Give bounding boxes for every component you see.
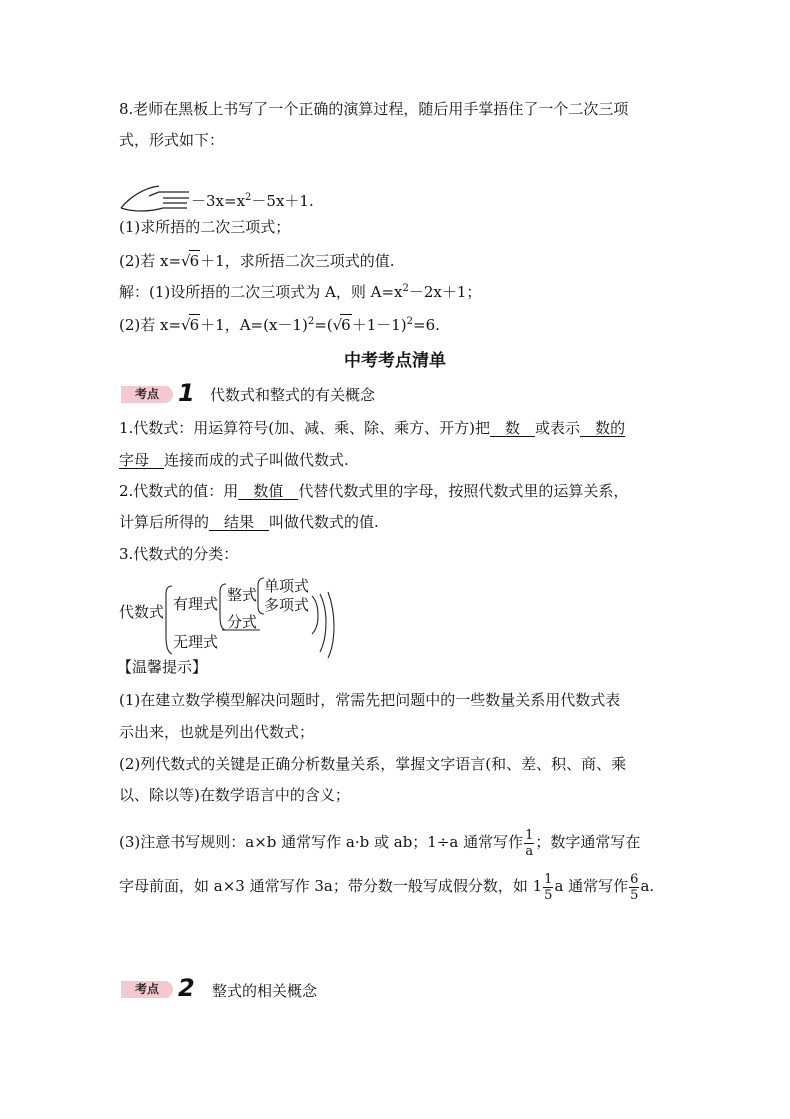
cls-monomial: 单项式 <box>264 577 310 595</box>
tip3-text-c: 字母前面，如 a×3 通常写作 3a；带分数一般写成假分数，如 1 <box>119 877 543 895</box>
item2-text-b: 代替代数式里的字母，按照代数式里的运算关系， <box>298 482 629 500</box>
frac2-num: 1 <box>544 871 553 887</box>
hand-icon <box>119 182 191 214</box>
item1-text-c: 连接而成的式子叫做代数式. <box>164 451 349 469</box>
ans1-text-b: －2x＋1； <box>408 283 482 301</box>
cls-polynomial: 多项式 <box>264 596 310 614</box>
tip1-line1: (1)在建立数学模型解决问题时，常需先把问题中的一些数量关系用代数式表 <box>119 691 621 709</box>
ans2-text-b: ＋1，A=(x－1) <box>200 316 308 334</box>
eq-text-b: －5x＋1. <box>251 192 314 210</box>
ans2-text-c: =( <box>314 316 333 334</box>
cls-rational: 有理式 <box>173 595 219 613</box>
point1-item2-line1 <box>119 481 628 501</box>
sqrt-icon: √ <box>181 316 191 334</box>
item1-blank-number: 数 <box>490 419 536 437</box>
frac1-num: 1 <box>525 827 534 843</box>
problem8-line1: 8.老师在黑板上书写了一个正确的演算过程，随后用手掌捂住了一个二次三项 <box>119 100 629 118</box>
item1-text-a: 1.代数式：用运算符号(加、减、乘、除、乘方、开方)把 <box>119 419 491 437</box>
ans2-text-e: =6. <box>413 316 440 334</box>
cls-irrational: 无理式 <box>173 633 219 651</box>
ans2-text-a: (2)若 x= <box>119 316 182 334</box>
problem8-q1: (1)求所捂的二次三项式； <box>119 218 291 236</box>
problem8-equation <box>119 182 314 214</box>
q2-text-b: ＋1，求所捂二次三项式的值. <box>200 252 395 270</box>
point1-tag: 考点 <box>121 386 173 403</box>
classification-brackets <box>160 572 400 662</box>
point1-number: 1 <box>178 379 195 407</box>
ans1-text-a: 解：(1)设所捂的二次三项式为 A，则 A=x <box>119 283 403 301</box>
problem8-ans1 <box>119 282 481 302</box>
ans2-radicand2: 6 <box>341 316 351 334</box>
tip1-line2: 示出来，也就是列出代数式； <box>119 723 315 741</box>
fraction-1-over-a <box>524 828 534 859</box>
ans2-text-d: ＋1－1) <box>351 316 407 334</box>
tip3-text-b: ；数字通常写在 <box>535 833 641 851</box>
item2-text-d: 叫做代数式的值. <box>269 513 379 531</box>
frac1-den: a <box>525 843 534 859</box>
section-title: 中考考点清单 <box>344 351 446 371</box>
tip3-line2 <box>119 869 654 903</box>
item2-text-a: 2.代数式的值：用 <box>119 482 239 500</box>
fraction-6-over-5 <box>629 872 639 903</box>
fraction-mixed <box>543 872 553 903</box>
tips-title: 【温馨提示】 <box>117 658 208 676</box>
point1-item2-line2 <box>119 512 379 532</box>
point1-item1-line1 <box>119 418 625 438</box>
cls-fractional: 分式 <box>227 613 258 631</box>
tip3-line1 <box>119 825 640 859</box>
problem8-ans2 <box>119 314 440 335</box>
problem8-q2 <box>119 250 394 271</box>
tip2-line2: 以、除以等)在数学语言中的含义； <box>119 786 350 804</box>
point1-heading: 代数式和整式的有关概念 <box>210 386 376 404</box>
frac3-den: 5 <box>630 887 639 903</box>
ans1-sup: 2 <box>402 283 409 294</box>
point1-item1-line2 <box>119 450 349 470</box>
frac2-den: 5 <box>544 887 553 903</box>
tip3-text-d: a 通常写作 <box>554 877 629 895</box>
sqrt-icon: √ <box>332 316 343 334</box>
q2-text-a: (2)若 x= <box>119 252 182 270</box>
ans2-radicand1: 6 <box>189 316 200 334</box>
ans2-sup2: 2 <box>406 316 414 327</box>
problem8-line2: 式，形式如下： <box>119 131 225 149</box>
point2-tag: 考点 <box>121 981 173 998</box>
item2-text-c: 计算后所得的 <box>119 513 210 531</box>
ans2-sup1: 2 <box>307 316 315 327</box>
tip3-text-e: a. <box>640 877 655 895</box>
item1-blank-letter-a: 数的 <box>580 419 626 437</box>
point2-heading: 整式的相关概念 <box>212 982 318 1000</box>
tip3-text-a: (3)注意书写规则：a×b 通常写作 a·b 或 ab；1÷a 通常写作 <box>119 833 524 851</box>
eq-sup: 2 <box>245 192 252 203</box>
tip2-line1: (2)列代数式的关键是正确分析数量关系，掌握文字语言(和、差、积、商、乘 <box>119 755 627 773</box>
item2-blank-value: 数值 <box>238 482 299 500</box>
item1-blank-letter-b: 字母 <box>119 451 165 469</box>
sqrt-icon: √ <box>181 252 191 270</box>
item2-blank-result: 结果 <box>209 513 270 531</box>
cls-integral: 整式 <box>227 586 258 604</box>
q2-radicand: 6 <box>189 252 200 270</box>
frac3-num: 6 <box>630 871 639 887</box>
point2-number: 2 <box>178 974 195 1002</box>
item1-text-b: 或表示 <box>535 419 581 437</box>
cls-root: 代数式 <box>119 603 165 621</box>
eq-text-a: －3x=x <box>191 192 246 210</box>
point1-item3: 3.代数式的分类： <box>119 545 239 563</box>
